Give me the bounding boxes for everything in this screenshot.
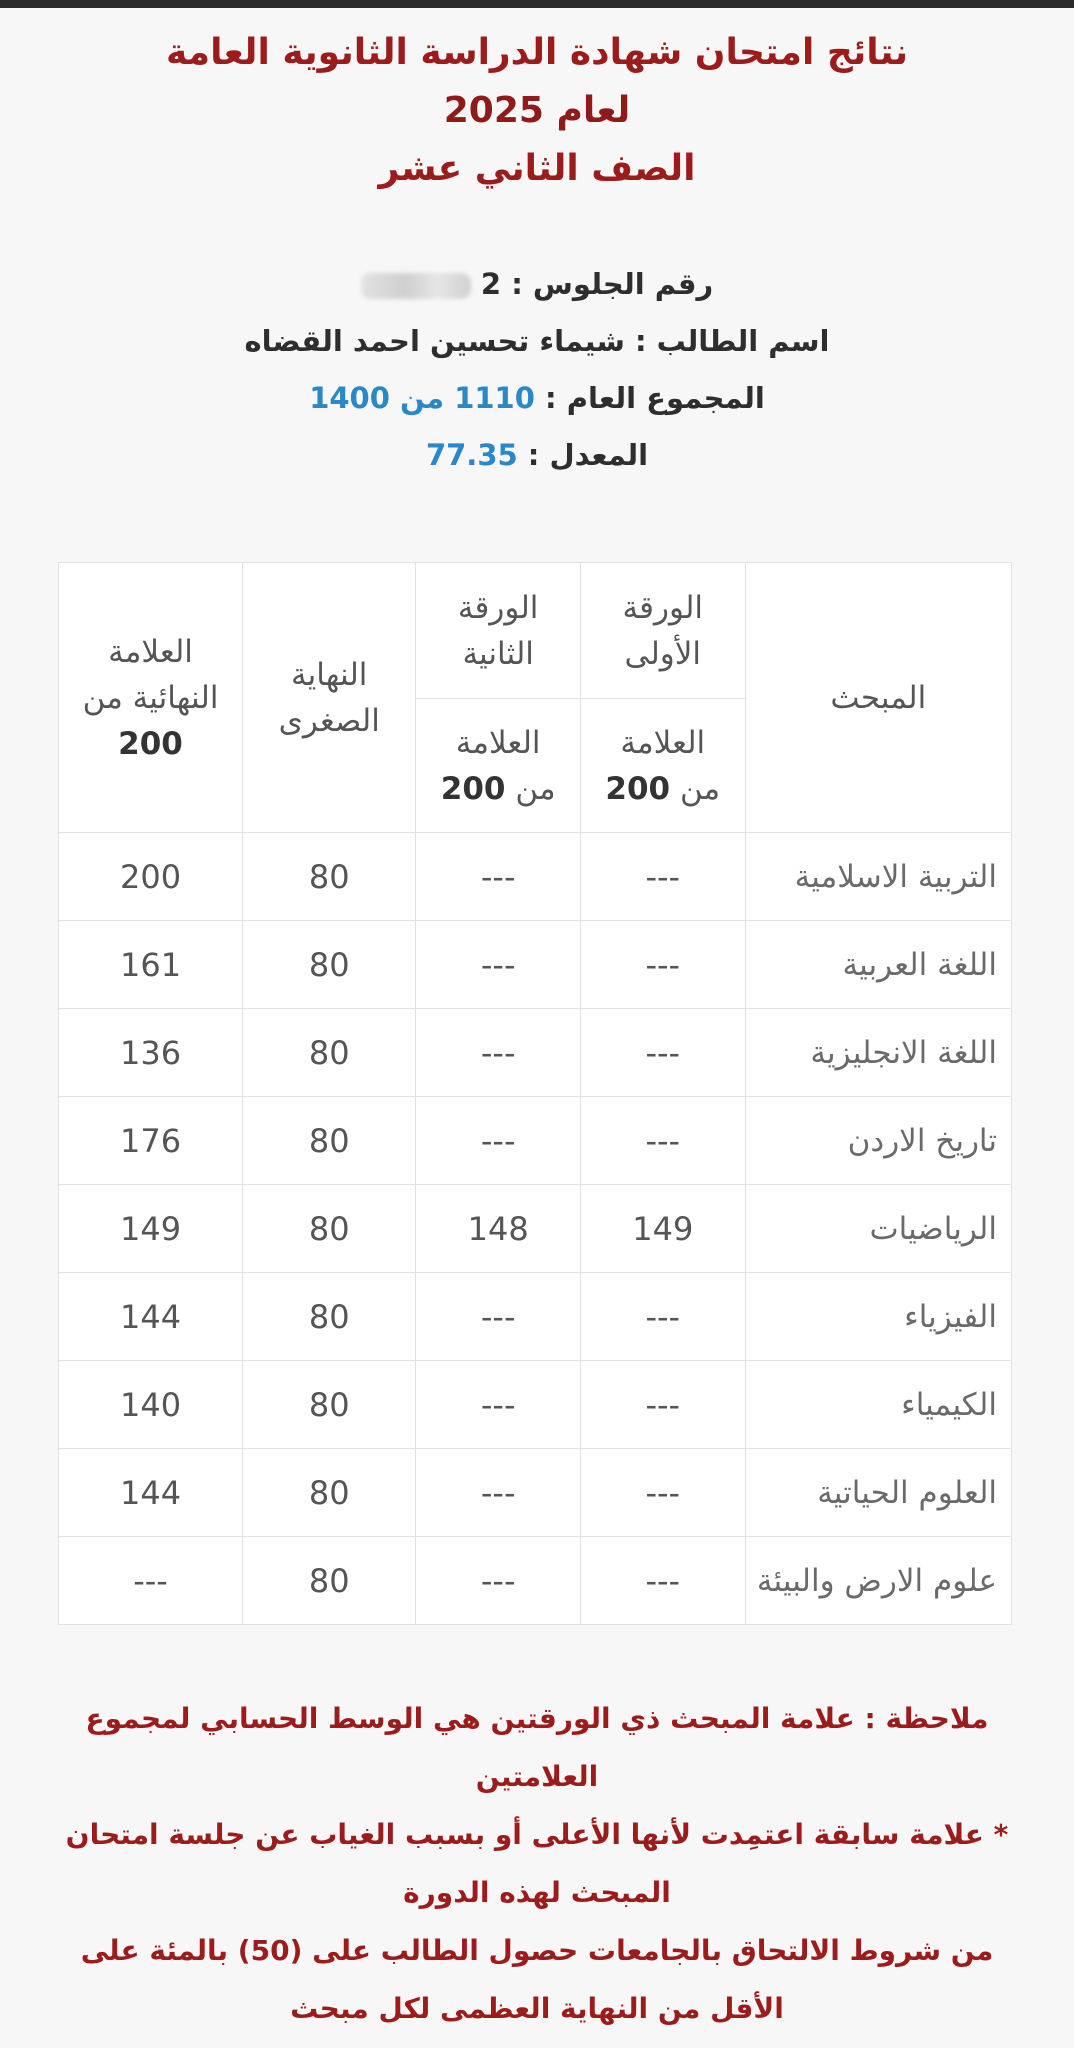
final-cell: 140 (59, 1361, 243, 1449)
header-paper2-mark (416, 699, 581, 833)
name-label: اسم الطالب : (634, 324, 830, 358)
paper1-cell: --- (580, 1361, 745, 1449)
paper1-cell: --- (580, 1449, 745, 1537)
average-label: المعدل : (527, 438, 649, 472)
final-cell: 161 (59, 921, 243, 1009)
paper2-cell: --- (416, 921, 581, 1009)
header (0, 24, 1074, 198)
student-name-row (0, 313, 1074, 370)
min-cell: 80 (243, 1361, 416, 1449)
paper1-cell: --- (580, 1009, 745, 1097)
total-row (0, 370, 1074, 427)
seat-number: 2 (480, 267, 502, 301)
header-paper1-mark (580, 699, 745, 833)
paper1-mark-of: من (679, 770, 721, 807)
paper2-cell: --- (416, 833, 581, 921)
subject-cell: الفيزياء (745, 1273, 1011, 1361)
notes-section (50, 1690, 1024, 2038)
subject-cell: الرياضيات (745, 1185, 1011, 1273)
final-cell: 200 (59, 833, 243, 921)
paper2-cell: --- (416, 1361, 581, 1449)
min-cell: 80 (243, 1537, 416, 1625)
table-row (59, 1449, 1012, 1537)
final-cell: 149 (59, 1185, 243, 1273)
header-paper1: الورقة الأولى (580, 563, 745, 699)
min-cell: 80 (243, 833, 416, 921)
min-cell: 80 (243, 921, 416, 1009)
subject-cell: التربية الاسلامية (745, 833, 1011, 921)
table-row (59, 921, 1012, 1009)
paper2-cell: --- (416, 1537, 581, 1625)
year-line: لعام 2025 (443, 90, 631, 131)
average-row (0, 427, 1074, 484)
subject-cell: اللغة العربية (745, 921, 1011, 1009)
student-info (0, 256, 1074, 484)
header-paper2: الورقة الثانية (416, 563, 581, 699)
paper1-cell: 149 (580, 1185, 745, 1273)
header-final-label: العلامة النهائية من (82, 633, 219, 716)
results-page (0, 8, 1074, 484)
subject-cell: اللغة الانجليزية (745, 1009, 1011, 1097)
paper1-cell: --- (580, 921, 745, 1009)
page-title: نتائج امتحان شهادة الدراسة الثانوية العامة (165, 32, 909, 73)
student-name: شيماء تحسين احمد القضاه (244, 324, 625, 358)
header-min: النهاية الصغرى (243, 563, 416, 833)
header-final-max: 200 (118, 725, 183, 762)
table-row (59, 1273, 1012, 1361)
subject-cell: تاريخ الاردن (745, 1097, 1011, 1185)
paper2-cell: --- (416, 1009, 581, 1097)
table-row (59, 1361, 1012, 1449)
paper1-cell: --- (580, 1273, 745, 1361)
paper1-mark-label: العلامة (620, 724, 706, 761)
results-table (58, 562, 1012, 1625)
total-label: المجموع العام : (545, 381, 765, 415)
final-cell: 144 (59, 1449, 243, 1537)
total-value: 1110 (454, 381, 535, 415)
note-previous-mark: * علامة سابقة اعتمِدت لأنها الأعلى أو بسبب الغياب عن جلسة امتحان المبحث لهذه الدورة (65, 1818, 1009, 1909)
min-cell: 80 (243, 1009, 416, 1097)
table-row (59, 1097, 1012, 1185)
paper2-cell: --- (416, 1273, 581, 1361)
min-cell: 80 (243, 1273, 416, 1361)
paper2-cell: --- (416, 1449, 581, 1537)
final-cell: 176 (59, 1097, 243, 1185)
header-subject: المبحث (745, 563, 1011, 833)
paper2-cell: 148 (416, 1185, 581, 1273)
final-cell: 144 (59, 1273, 243, 1361)
paper1-cell: --- (580, 1537, 745, 1625)
note-average: ملاحظة : علامة المبحث ذي الورقتين هي الوسط الحسابي لمجموع العلامتين (85, 1702, 989, 1793)
table-row (59, 1185, 1012, 1273)
subject-cell: الكيمياء (745, 1361, 1011, 1449)
paper1-cell: --- (580, 833, 745, 921)
table-row (59, 1009, 1012, 1097)
status-bar (0, 0, 1074, 8)
seat-label: رقم الجلوس : (511, 267, 714, 301)
subject-cell: علوم الارض والبيئة (745, 1537, 1011, 1625)
total-max: 1400 (309, 381, 390, 415)
average-value: 77.35 (425, 438, 518, 472)
total-of: من (400, 381, 445, 415)
paper1-mark-max: 200 (605, 770, 671, 807)
note-admission: من شروط الالتحاق بالجامعات حصول الطالب على (50) بالمئة على الأقل من النهاية العظمى لكل مبحث (80, 1934, 994, 2025)
paper2-cell: --- (416, 1097, 581, 1185)
paper2-mark-max: 200 (440, 770, 506, 807)
min-cell: 80 (243, 1097, 416, 1185)
final-cell: 136 (59, 1009, 243, 1097)
grade-line: الصف الثاني عشر (378, 148, 696, 189)
min-cell: 80 (243, 1449, 416, 1537)
min-cell: 80 (243, 1185, 416, 1273)
seat-number-redaction (361, 273, 471, 299)
paper2-mark-label: العلامة (455, 724, 541, 761)
subject-cell: العلوم الحياتية (745, 1449, 1011, 1537)
paper1-cell: --- (580, 1097, 745, 1185)
seat-number-row (0, 256, 1074, 313)
final-cell: --- (59, 1537, 243, 1625)
table-row (59, 1537, 1012, 1625)
table-row (59, 833, 1012, 921)
header-final (59, 563, 243, 833)
paper2-mark-of: من (515, 770, 556, 807)
